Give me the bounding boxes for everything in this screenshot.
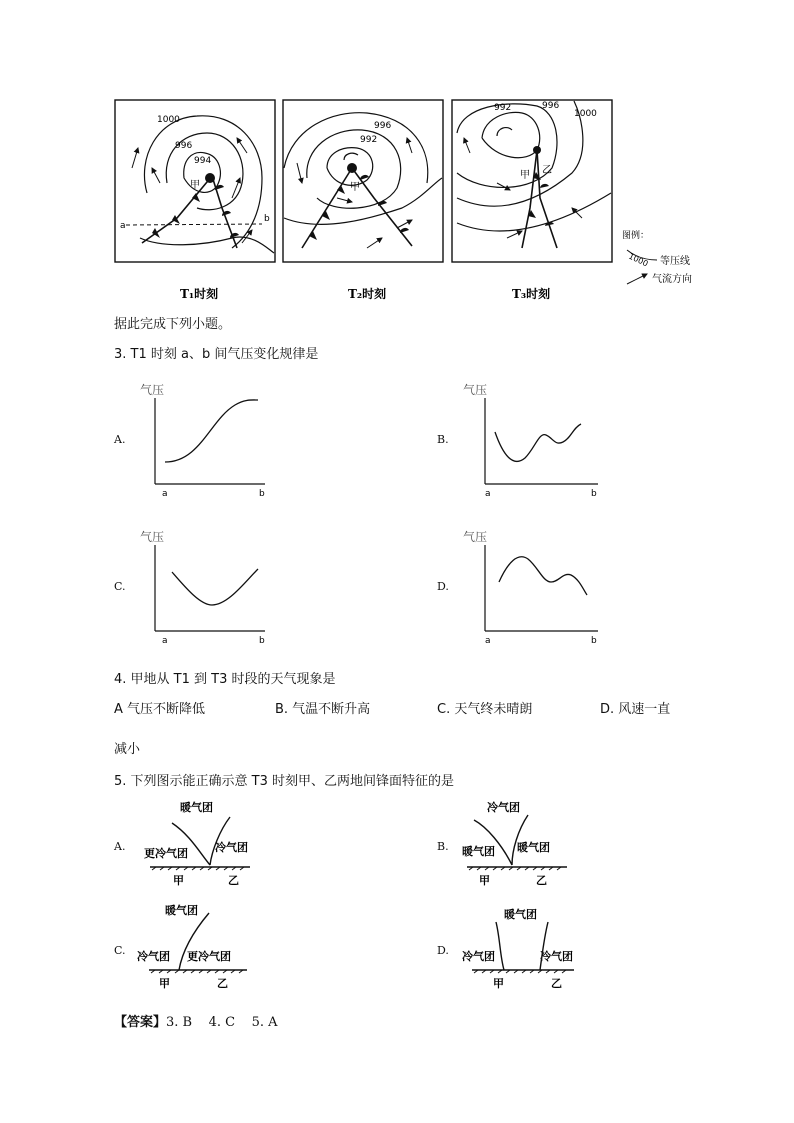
map-t2-caption: T₂时刻 (348, 287, 387, 301)
axis-y-label: 气压 (140, 530, 165, 544)
axis-y-label: 气压 (463, 383, 488, 397)
isobar-label: 996 (175, 141, 193, 151)
map-t3 (452, 100, 612, 262)
axis-x-end: b (259, 489, 265, 499)
axis-x-end: b (259, 636, 265, 646)
answer-text: 3. B 4. C 5. A (166, 1015, 278, 1030)
map-legend (622, 229, 692, 285)
legend-airflow-arrow (627, 274, 647, 284)
curve-b (495, 424, 581, 461)
place-yi: 乙 (551, 977, 562, 990)
place-yi: 乙 (217, 977, 228, 990)
q3-graph-c (140, 527, 270, 647)
q5-diagram-c (137, 898, 267, 993)
legend-isobar-label: 等压线 (660, 256, 690, 267)
place-yi: 乙 (228, 874, 239, 887)
q5-stem: 5. 下列图示能正确示意 T3 时刻甲、乙两地间锋面特征的是 (114, 774, 455, 789)
air-mass-right: 冷气团 (540, 950, 573, 963)
map-t3-frame (452, 100, 612, 262)
q4-option-d-wrap: 减小 (114, 742, 141, 757)
place-jia: 甲 (190, 180, 200, 191)
front-line (512, 815, 528, 865)
air-mass-right: 更冷气团 (187, 950, 231, 963)
map-t1 (115, 100, 275, 262)
q3-stem: 3. T1 时刻 a、b 间气压变化规律是 (114, 347, 319, 362)
q3-graph-a (140, 380, 270, 500)
map-t1-caption: T₁时刻 (180, 287, 219, 301)
q3-option-a-letter: A. (114, 433, 126, 446)
place-jia: 甲 (159, 977, 170, 990)
q5-option-b-letter: B. (437, 840, 449, 853)
answer-label: 【答案】 (114, 1015, 167, 1030)
axis-y-label: 气压 (140, 383, 165, 397)
axis-x-start: a (162, 636, 168, 646)
q5-diagram-d (462, 898, 592, 993)
ab-line (126, 224, 262, 225)
q3-option-d-letter: D. (437, 580, 449, 593)
map-t2 (283, 100, 443, 262)
q3-option-c-letter: C. (114, 580, 126, 593)
curve-a (165, 400, 258, 462)
axis-x-start: a (162, 489, 168, 499)
axis-x-end: b (591, 636, 597, 646)
q3-graph-b (463, 380, 603, 500)
point-b: b (264, 214, 270, 224)
q5-option-c-letter: C. (114, 944, 126, 957)
axis-x-start: a (485, 489, 491, 499)
isobar-992 (482, 112, 540, 157)
isobar-1000 (457, 101, 583, 206)
isobar-label: 994 (194, 156, 212, 166)
air-mass-left: 冷气团 (137, 950, 170, 963)
air-mass-top: 暖气团 (504, 908, 537, 921)
q5-diagram-a (140, 795, 270, 890)
place-jia: 甲 (493, 977, 504, 990)
intro-text: 据此完成下列小题。 (114, 317, 232, 332)
front-line (474, 820, 512, 865)
isobar-label: 1000 (157, 115, 180, 125)
q3-graph-d (463, 527, 603, 647)
q5-option-a-letter: A. (114, 840, 126, 853)
q5-option-d-letter: D. (437, 944, 449, 957)
air-mass-left: 更冷气团 (144, 847, 188, 860)
air-mass-left: 冷气团 (462, 950, 495, 963)
place-jia: 甲 (173, 874, 184, 887)
map-t3-caption: T₃时刻 (512, 287, 551, 301)
isobar-label: 992 (494, 103, 512, 113)
air-mass-top: 暖气团 (165, 904, 198, 917)
weather-maps-figure (112, 98, 712, 308)
legend-isobar-value: 1000 (627, 251, 650, 269)
air-mass-right: 暖气团 (517, 841, 550, 854)
place-yi: 乙 (536, 874, 547, 887)
q4-stem: 4. 甲地从 T1 到 T3 时段的天气现象是 (114, 672, 336, 687)
axis-x-end: b (591, 489, 597, 499)
front-line (496, 922, 504, 970)
air-mass-right: 冷气团 (215, 841, 248, 854)
q4-option-a: A 气压不断降低 (114, 702, 206, 717)
curve-d (499, 557, 587, 595)
axis-x-start: a (485, 636, 491, 646)
isobar-label: 996 (374, 121, 392, 131)
weather-maps-svg (112, 98, 712, 308)
q3-option-b-letter: B. (437, 433, 449, 446)
air-mass-top: 冷气团 (487, 801, 520, 814)
legend-airflow-label: 气流方向 (652, 274, 692, 285)
isobar-label: 996 (542, 101, 560, 111)
point-a: a (120, 221, 126, 231)
legend-title: 图例： (622, 231, 650, 241)
place-jia: 甲 (350, 182, 360, 193)
q4-option-c: C. 天气终未晴朗 (437, 702, 533, 717)
isobar-label: 992 (360, 135, 378, 145)
air-mass-top: 暖气团 (180, 801, 213, 814)
axis-y-label: 气压 (463, 530, 488, 544)
answer-line (114, 1011, 278, 1030)
isobar-label: 1000 (574, 109, 597, 119)
place-yi: 乙 (542, 165, 552, 176)
place-jia: 甲 (520, 170, 530, 181)
q4-option-d: D. 风速一直 (600, 702, 671, 717)
curve-c (172, 569, 258, 605)
place-jia: 甲 (479, 874, 490, 887)
map-t2-frame (283, 100, 443, 262)
q4-option-b: B. 气温不断升高 (275, 702, 371, 717)
air-mass-left: 暖气团 (462, 845, 495, 858)
q5-diagram-b (462, 795, 592, 890)
